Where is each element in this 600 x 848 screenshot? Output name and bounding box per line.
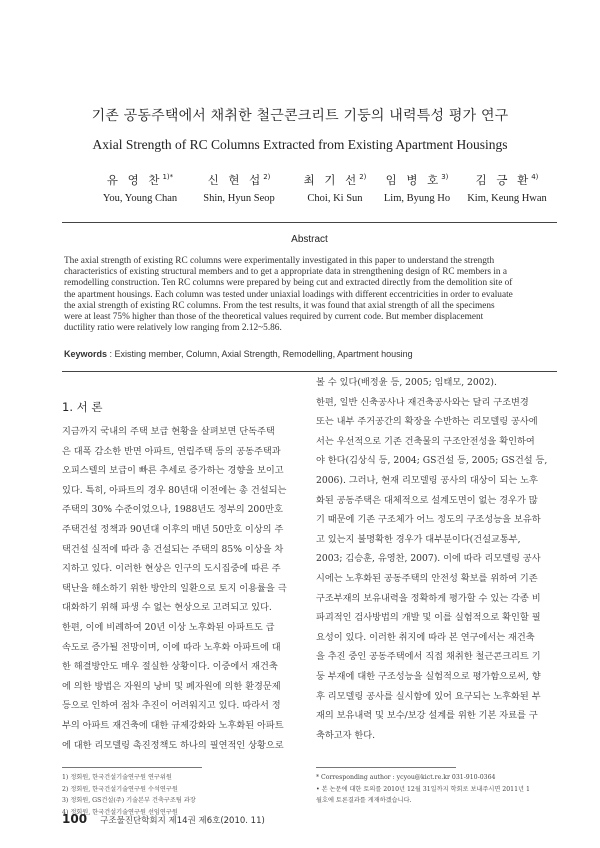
body-line: 한 해결방안도 매우 절실한 상황이다. 이중에서 재건축 [62,661,278,673]
body-line: 은 대폭 감소한 반면 아파트, 연립주택 등의 공동주택과 [62,445,281,457]
abstract-line: The axial strength of existing RC columns were experimentally investigated in this paper to understand the strength [64,256,495,266]
author-name-ko: 임 병 호 [385,173,442,187]
body-line: 재의 보유내력 및 보수/보강 설계를 위한 기본 자료를 구 [316,710,538,722]
abstract-line: characteristics of existing structural members and to get a appropriate data in strengthening design of RC members in a [64,267,508,278]
body-line: 요성이 있다. 이러한 취지에 따라 본 연구에서는 재건축 [316,631,535,643]
body-column-left [62,422,295,755]
body-line: 부의 아파트 재건축에 대한 규제강화와 노후화된 아파트 [62,719,284,731]
author-name-en: Lim, Byung Ho [383,193,451,204]
author-5 [447,172,567,204]
body-column-right [316,373,557,745]
body-line: 2006). 그러나, 현재 리모델링 공사의 대상이 되는 노후 [316,474,538,486]
author-affil-mark: 2) [359,173,367,182]
author-name-ko: 신 현 섭 [207,173,264,187]
footnote: * Corresponding author : ycyou@kict.re.kr 031-910-0364 [316,774,496,781]
body-line: 구조부재의 보유내력을 정확하게 평가할 수 있는 각종 비 [316,592,541,604]
journal-info: 구조물진단학회지 제14권 제6호(2010. 11) [100,816,265,826]
footnotes-right [316,767,530,807]
title-english: Axial Strength of RC Columns Extracted from Existing Apartment Housings [92,137,508,152]
author-affil-mark: 2) [263,173,271,182]
author-name-ko: 김 긍 환 [475,173,532,187]
abstract-line: ductility ratio were relatively low ranging from 2.12~5.86. [64,323,282,334]
body-line: 택난을 해소하기 위한 방안의 일환으로 토지 이용률을 극 [62,582,287,594]
body-line: 고 있는지 불명확한 경우가 대부분이다(건설교통부, [316,533,521,545]
body-line: 있다. 특히, 아파트의 경우 80년대 이전에는 총 건설되는 [62,484,287,496]
body-line: 지하고 있다. 이러한 현상은 인구의 도시집중에 따른 주 [62,563,281,575]
body-line: 축하고자 한다. [316,729,376,741]
body-line: 에 의한 방법은 자원의 낭비 및 폐자원에 의한 환경문제 [62,680,281,692]
abstract-heading: Abstract [291,234,328,245]
body-line: 기 때문에 기존 구조체가 어느 정도의 구조성능을 보유하 [316,514,541,526]
footnote: 3) 정회원, GS건설(주) 기술본부 건축구조팀 과장 [62,797,196,805]
abstract-line: the axial strength of existing RC columns. From the test results, it was found that axial strength of all the specimens [64,300,495,311]
author-affil-mark: 3) [441,173,449,182]
body-line: 대화하기 위해 파생 수 없는 현상으로 고려되고 있다. [62,602,272,614]
page-number: 100 [62,812,88,826]
section-heading: 1. 서 론 [62,400,103,414]
footnote: 1) 정회원, 한국건설기술연구원 연구위원 [62,774,172,781]
body-line: 또는 내부 주거공간의 확장을 수반하는 리모델링 공사에 [316,416,538,428]
body-line: 볼 수 있다(배정윤 등, 2005; 임태모, 2002). [316,377,497,388]
footnote: 월호에 토론결과를 게재하겠습니다. [316,797,412,805]
page-footer [62,808,265,827]
abstract-body [64,256,555,334]
body-line: 택건설 실적에 따라 총 건설되는 주택의 85% 이상을 차 [62,543,284,555]
abstract-line: the apartment housings. Each column was tested under uniaxial loadings with different eccentricities in order to evaluate [64,289,513,300]
author-name-en: Kim, Keung Hwan [467,193,547,204]
footnote: • 본 논문에 대한 토의를 2010년 12월 31일까지 학회로 보내주시면 2011년 1 [316,785,530,793]
author-name-en: You, Young Chan [102,193,178,204]
body-line: 파괴적인 검사방법의 개발 및 이를 실험적으로 확인할 필 [316,612,541,624]
body-line: 화된 공동주택은 대체적으로 설계도면이 없는 경우가 많 [316,494,538,506]
body-line: 속도로 증가될 전망이며, 이에 따라 노후화 아파트에 대 [62,641,281,653]
body-line: 에 대한 리모델링 촉진정책도 하나의 필연적인 상황으로 [62,739,284,751]
abstract-line: were at least 75% higher than those of the theoretical values required by current code. But member displacement [64,312,484,323]
author-affil-mark: 1)* [162,173,174,182]
body-line: 주택의 30% 수준이었으나, 1988년도 정부의 200만호 [62,504,283,516]
body-line: 한편, 이에 비례하여 20년 이상 노후화된 아파트도 급 [62,621,275,633]
body-line: 후 리모델링 공사를 실시함에 있어 요구되는 노후화된 부 [316,690,541,702]
author-name-en: Shin, Hyun Seop [203,193,275,204]
body-line: 등으로 인하여 점차 추진이 어려워지고 있다. 따라서 정 [62,700,281,712]
body-line: 주택건설 정책과 90년대 이후의 매년 50만호 이상의 주 [62,523,284,535]
abstract-box [62,222,557,372]
author-name-ko: 유 영 찬 [106,173,163,187]
body-line: 한편, 일반 신축공사나 재건축공사와는 달리 구조변경 [316,396,529,408]
keywords-label: Keywords [64,349,108,359]
body-line: 을 추진 중인 공동주택에서 직접 채취한 철근콘크리트 기 [316,651,541,663]
body-line: 지금까지 국내의 주택 보급 현황을 살펴보면 단독주택 [62,426,275,437]
body-line: 오피스텔의 보급이 빠른 추세로 증가하는 경향을 보이고 [62,465,284,477]
body-line: 야 한다(김상식 등, 2004; GS건설 등, 2005; GS건설 등, [316,455,548,467]
keywords [64,349,413,359]
author-name-en: Choi, Ki Sun [307,193,363,204]
footnote: 4) 정회원, 한국건설기술연구원 선임연구원 [62,808,178,816]
body-line: 서는 우선적으로 기존 건축물의 구조안전성을 확인하여 [316,435,535,447]
author-affil-mark: 4) [531,173,539,182]
footnote: 2) 정회원, 한국건설기술연구원 수석연구원 [62,785,178,793]
body-line: 둥 부재에 대한 구조성능을 실험적으로 평가함으로써, 향 [316,670,541,682]
author-name-ko: 최 기 선 [303,173,360,187]
title-korean: 기존 공동주택에서 채취한 철근콘크리트 기둥의 내력특성 평가 연구 [91,108,509,124]
body-line: 2003; 김승훈, 유영찬, 2007). 이에 따라 리모델링 공사 [316,553,541,565]
body-line: 시에는 노후화된 공동주택의 안전성 확보를 위하여 기존 [316,572,538,584]
abstract-line: remodelling construction. Ten RC columns were prepared by being cut and extracted directly from the demolition site of [64,278,513,289]
keywords-list: : Existing member, Column, Axial Strength, Remodelling, Apartment housing [107,349,413,359]
